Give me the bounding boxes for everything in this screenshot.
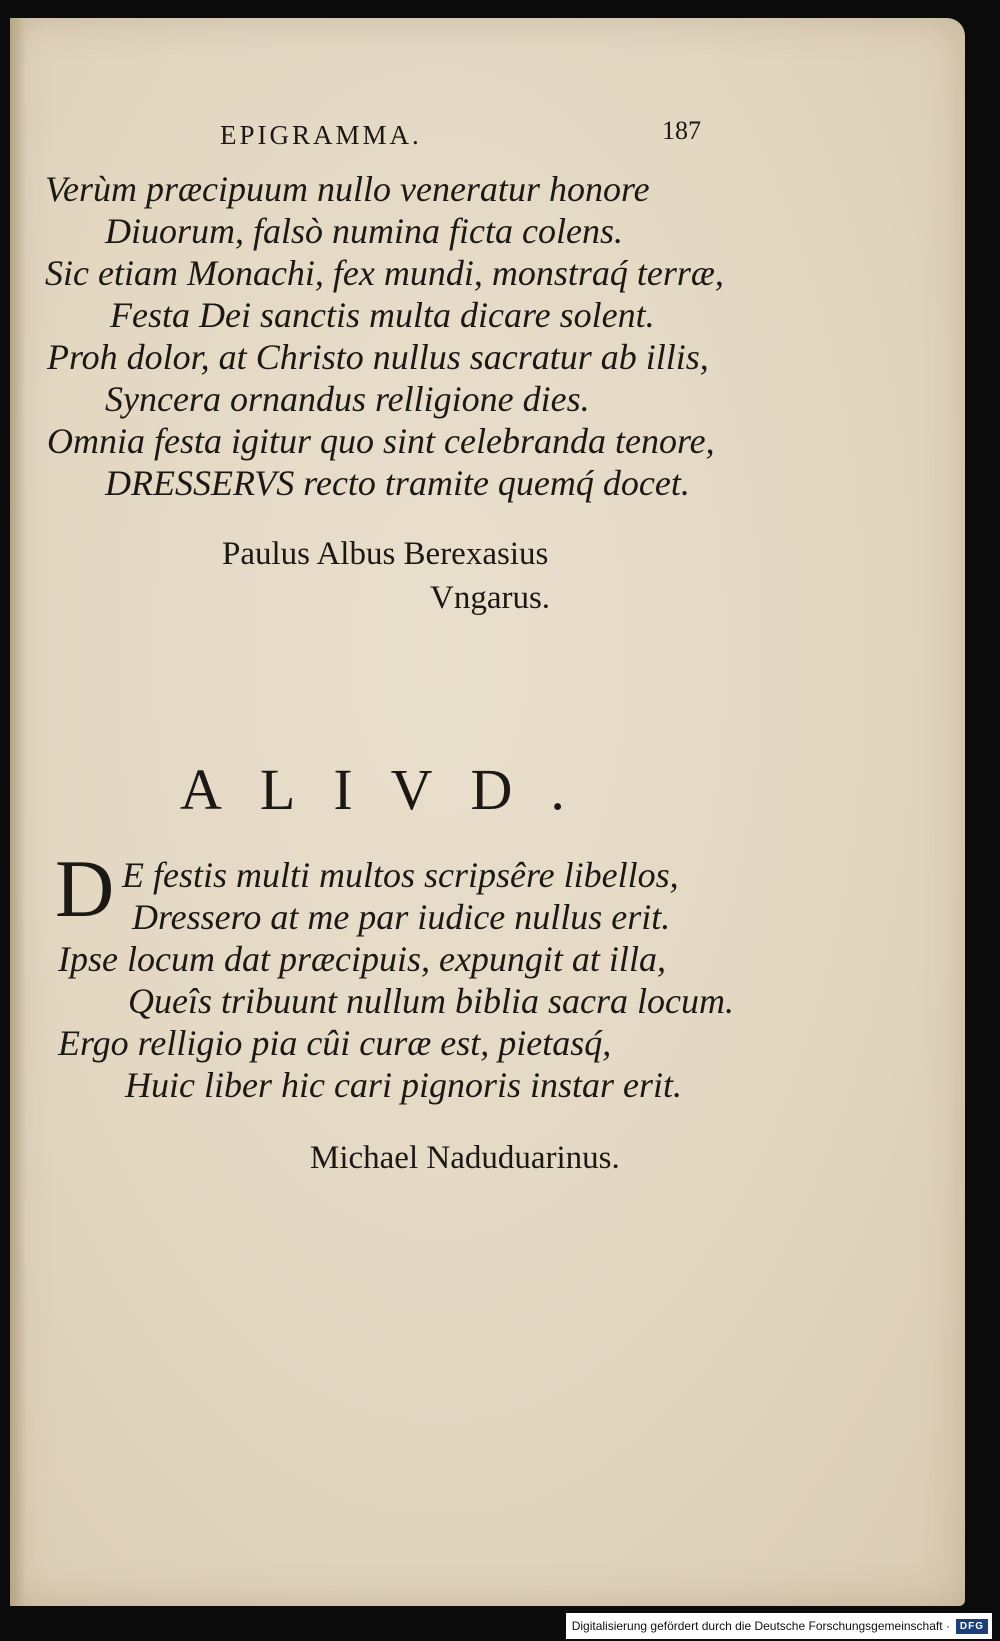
page-number: 187 [662, 116, 701, 145]
poem1-line-3: Sic etiam Monachi, fex mundi, monstraq́ terræ, [45, 253, 724, 293]
poem2-author: Michael Naduduarinus. [310, 1140, 620, 1176]
book-page [10, 18, 965, 1606]
poem1-line-7: Omnia festa igitur quo sint celebranda tenore, [47, 421, 715, 461]
running-header: EPIGRAMMA. [220, 120, 422, 150]
poem1-line-2: Diuorum, falsò numina ficta colens. [105, 211, 623, 251]
poem1-line-8: DRESSERVS recto tramite quemq́ docet. [105, 463, 690, 503]
digitization-credit-text: Digitalisierung gefördert durch die Deutsche Forschungsgemeinschaft · [571, 1619, 950, 1633]
dfg-logo: DFG [956, 1619, 988, 1634]
poem1-author-origin: Vngarus. [430, 580, 551, 616]
poem2-line-2: Dressero at me par iudice nullus erit. [132, 897, 671, 937]
poem1-line-5: Proh dolor, at Christo nullus sacratur ab illis, [47, 337, 709, 377]
poem2-line-6: Huic liber hic cari pignoris instar erit. [125, 1065, 682, 1105]
poem1-line-4: Festa Dei sanctis multa dicare solent. [110, 295, 655, 335]
poem2-line-1: E festis multi multos scripsêre libellos, [122, 855, 679, 895]
section-heading: ALIVD. [180, 757, 603, 822]
poem2-line-4: Queîs tribuunt nullum biblia sacra locum. [128, 981, 734, 1021]
poem2-line-3: Ipse locum dat præcipuis, expungit at illa, [58, 939, 666, 979]
drop-cap: D [55, 843, 115, 934]
page-spine-shadow [10, 18, 26, 1606]
poem2-line-5: Ergo relligio pia cûi curæ est, pietasq́, [58, 1023, 612, 1063]
poem1-line-6: Syncera ornandus relligione dies. [105, 379, 590, 419]
poem1-author-name: Paulus Albus Berexasius [222, 536, 549, 572]
digitization-credit-bar [566, 1613, 992, 1639]
poem1-line-1: Verùm præcipuum nullo veneratur honore [45, 169, 650, 209]
